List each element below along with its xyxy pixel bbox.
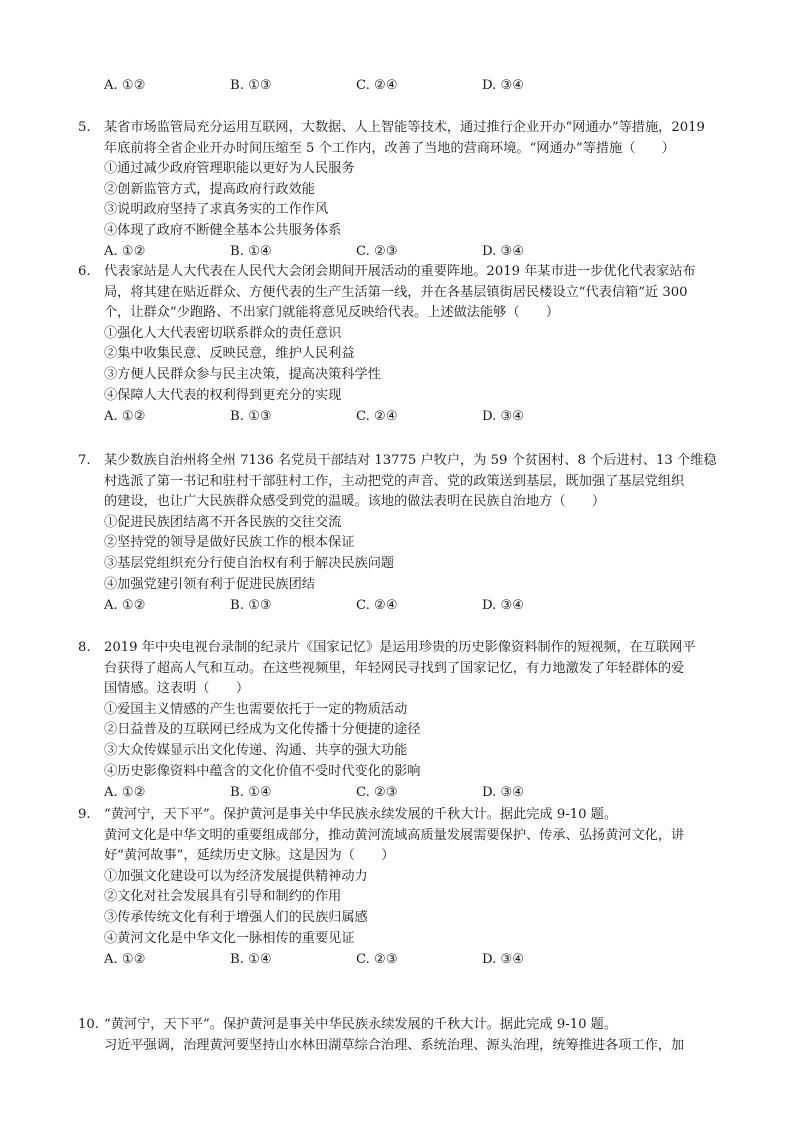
option-c: C. ②③ (356, 952, 398, 967)
question-stem-line: 习近平强调，治理黄河要坚持山水林田湖草综合治理、系统治理、源头治理，统筹推进各项工作，加 (104, 1037, 685, 1053)
question-number: 5. (78, 120, 91, 135)
statement-item: ③大众传媒显示出文化传递、沟通、共享的强大功能 (104, 743, 408, 758)
option-d: D. ③④ (482, 598, 525, 613)
question-stem-line: 局，将其建在贴近群众、方便代表的生产生活第一线，并在各基层镇街居民楼设立“代表信箱”近 300 (104, 284, 688, 300)
option-c: C. ②④ (356, 409, 398, 424)
option-b: B. ①④ (230, 952, 272, 967)
statement-item: ③说明政府坚持了求真务实的工作作风 (104, 202, 329, 218)
question-stem-line: 年底前将全省企业开办时间压缩至 5 个工作内，改善了当地的营商环境。“网通办”等措施（ ） (104, 140, 675, 156)
option-a: A. ①② (104, 244, 146, 259)
question-stem-line: 好“黄河故事”，延续历史文脉。这是因为（ ） (104, 848, 395, 864)
option-a: A. ①② (104, 952, 146, 967)
question-stem-line: “黄河宁，天下平”。保护黄河是事关中华民族永续发展的千秋大计。据此完成 9-10 题。 (104, 1017, 618, 1032)
option-b: B. ①③ (230, 78, 272, 93)
question-number: 10. (78, 1017, 99, 1032)
option-d: D. ③④ (482, 244, 525, 259)
question-stem-line: 个，让群众“少跑路、不出家门就能将意见反映给代表。上述做法能够（ ） (104, 305, 560, 321)
statement-item: ②文化对社会发展具有引导和制约的作用 (104, 889, 342, 905)
statement-item: ②坚持党的领导是做好民族工作的根本保证 (104, 535, 355, 551)
statement-item: ④黄河文化是中华文化一脉相传的重要见证 (104, 930, 355, 946)
option-d: D. ③④ (482, 78, 525, 93)
statement-item: ③基层党组织充分行使自治权有利于解决民族问题 (104, 556, 395, 571)
question-stem-line: 某省市场监管局充分运用互联网，大数据、人上智能等技术，通过推行企业开办“网通办”等措施，2019 (104, 120, 705, 135)
option-a: A. ①② (104, 785, 146, 800)
question-stem-line: 村选派了第一书记和驻村干部驻村工作，主动把党的声音、党的政策送到基层，既加强了基层党组织 (104, 473, 685, 489)
statement-item: ④加强党建引领有利于促进民族团结 (104, 576, 315, 592)
question-number: 9. (78, 807, 91, 822)
answer-options-q4 (104, 76, 724, 96)
question-number: 7. (78, 453, 91, 468)
option-d: D. ③④ (482, 785, 525, 800)
option-d: D. ③④ (482, 409, 525, 424)
statement-item: ④历史影像资料中蕴含的文化价值不受时代变化的影响 (104, 763, 421, 779)
option-c: C. ②④ (356, 78, 398, 93)
option-a: A. ①② (104, 598, 146, 613)
statement-item: ④体现了政府不断健全基本公共服务体系 (104, 223, 342, 238)
option-a: A. ①② (104, 78, 146, 93)
question-stem-line: 代表家站是人大代表在人民代大会闭会期间开展活动的重要阵地。2019 年某市进一步优化代表家站布 (104, 264, 696, 279)
statement-item: ④保障人大代表的权利得到更充分的实现 (104, 387, 342, 403)
answer-options (104, 242, 724, 262)
question-stem-line: 某少数族自治州将全州 7136 名党员干部结对 13775 户牧户，为 59 个贫困村、8 个后进村、13 个维稳 (104, 453, 717, 468)
statement-item: ②日益普及的互联网已经成为文化传播十分便捷的途径 (104, 722, 421, 738)
option-b: B. ①④ (230, 785, 272, 800)
question-stem-line: 台获得了超高人气和互动。在这些视频里，年轻网民寻找到了国家记忆，有力地激发了年轻群体的爱 (104, 660, 685, 676)
question-stem-line: 国情感。这表明（ ） (104, 681, 250, 697)
question-stem-line: 2019 年中央电视台录制的纪录片《国家记忆》是运用珍贵的历史影像资料制作的短视频，在互联网平 (104, 640, 696, 655)
statement-item: ①爱国主义情感的产生也需要依托于一定的物质活动 (104, 701, 408, 717)
statement-item: ③传承传统文化有利于增强人们的民族归属感 (104, 910, 368, 925)
statement-item: ①强化人大代表密切联系群众的责任意识 (104, 325, 342, 341)
answer-options (104, 783, 724, 803)
question-number: 6. (78, 264, 91, 279)
answer-options (104, 950, 724, 970)
option-c: C. ②③ (356, 244, 398, 259)
answer-options (104, 596, 724, 616)
question-number: 8. (78, 640, 91, 655)
question-stem-line: “黄河宁，天下平”。保护黄河是事关中华民族永续发展的千秋大计。据此完成 9-10 题。 (104, 807, 618, 822)
statement-item: ③方便人民群众参与民主决策，提高决策科学性 (104, 367, 381, 382)
statement-item: ①通过减少政府管理职能以更好为人民服务 (104, 161, 355, 177)
option-b: B. ①③ (230, 598, 272, 613)
option-a: A. ①② (104, 409, 146, 424)
question-stem-line: 黄河文化是中华文明的重要组成部分，推动黄河流域高质量发展需要保护、传承、弘扬黄河文化，讲 (104, 827, 685, 843)
option-c: C. ②④ (356, 598, 398, 613)
statement-item: ①促进民族团结离不开各民族的交往交流 (104, 514, 342, 530)
question-stem-line: 的建设，也让广大民族群众感受到党的温暖。该地的做法表明在民族自治地方（ ） (104, 494, 606, 510)
statement-item: ②集中收集民意、反映民意，维护人民利益 (104, 346, 355, 362)
statement-item: ①加强文化建设可以为经济发展提供精神动力 (104, 868, 368, 884)
option-c: C. ②③ (356, 785, 398, 800)
option-b: B. ①④ (230, 244, 272, 259)
option-d: D. ③④ (482, 952, 525, 967)
answer-options (104, 407, 724, 427)
option-b: B. ①③ (230, 409, 272, 424)
statement-item: ②创新监管方式，提高政府行政效能 (104, 181, 315, 197)
